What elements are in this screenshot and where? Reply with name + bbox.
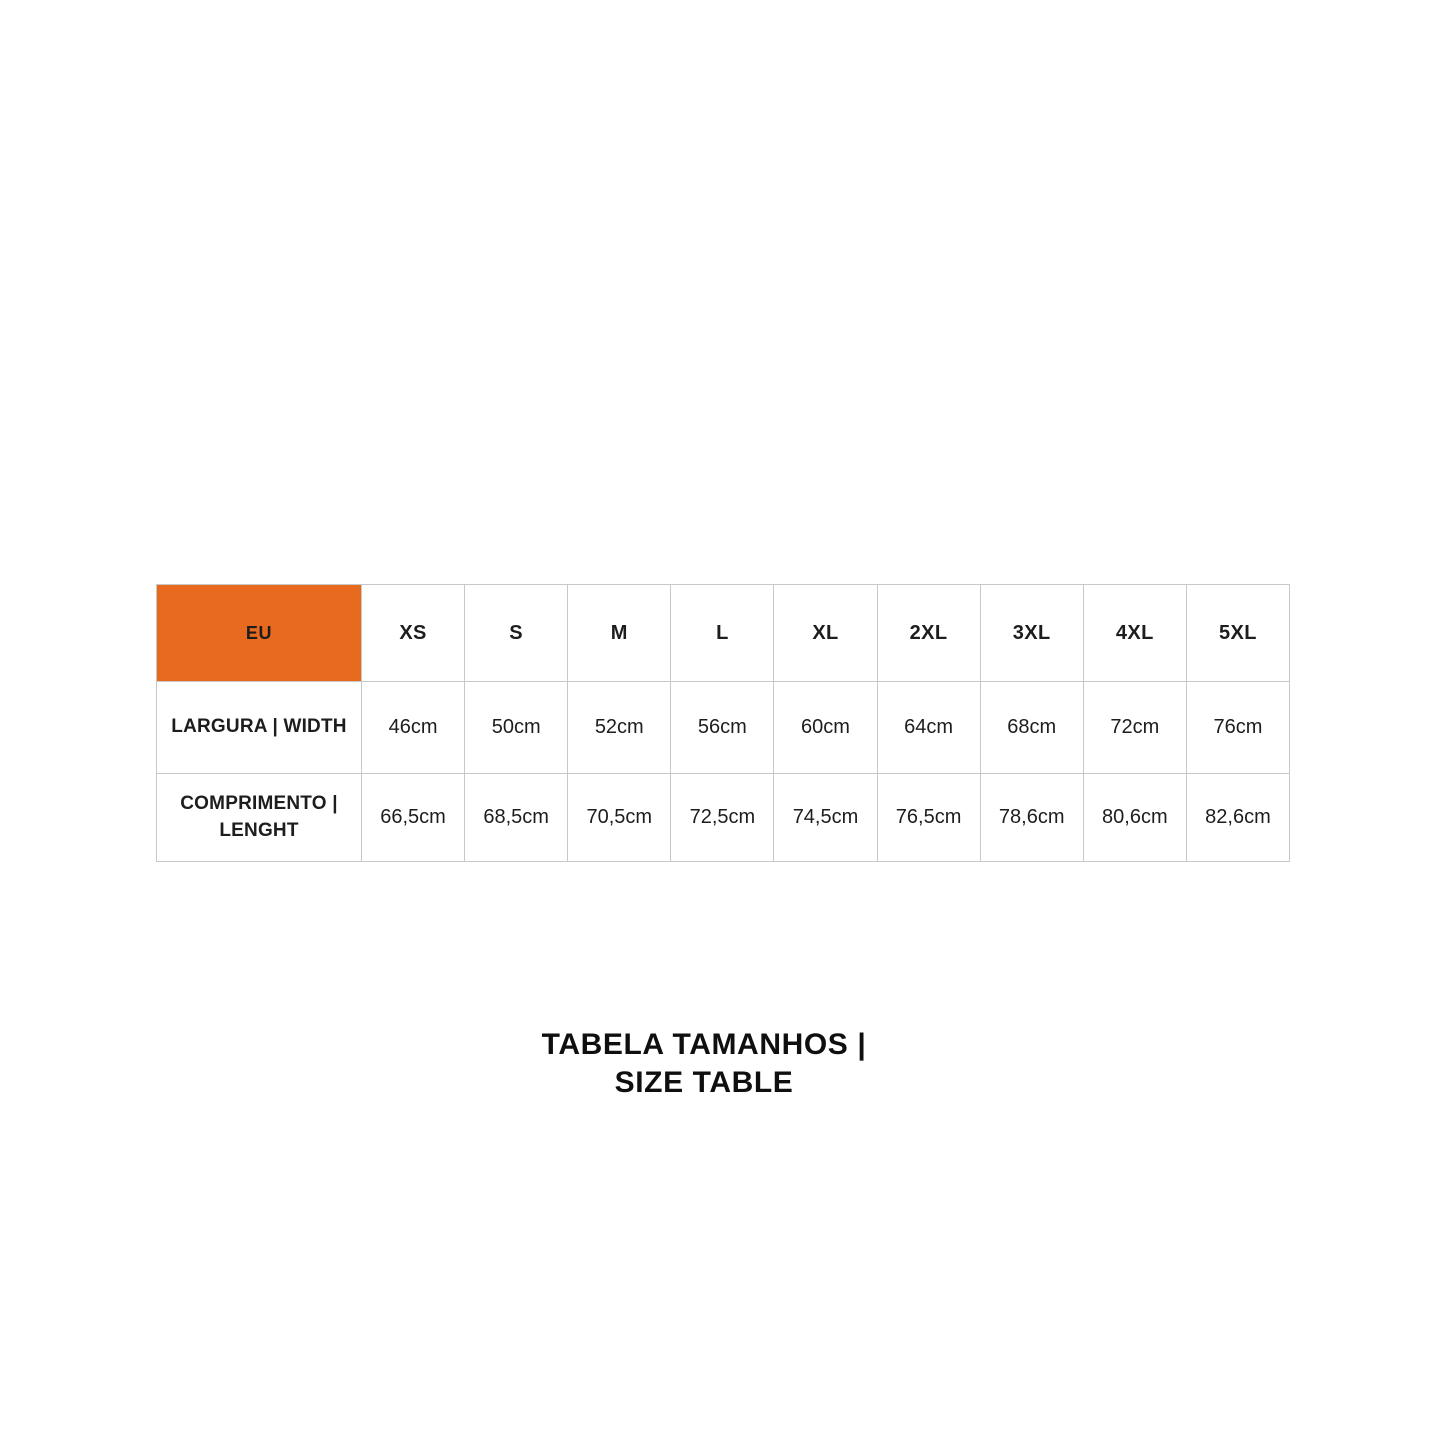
length-value-xs: 66,5cm [362, 774, 465, 862]
width-value-l: 56cm [671, 682, 774, 774]
size-header-xl: XL [774, 585, 877, 682]
length-row-label: COMPRIMENTO | LENGHT [157, 774, 362, 862]
length-value-m: 70,5cm [568, 774, 671, 862]
size-header-2xl: 2XL [877, 585, 980, 682]
size-table-header-row [157, 585, 1290, 682]
width-value-4xl: 72cm [1083, 682, 1186, 774]
length-value-5xl: 82,6cm [1186, 774, 1289, 862]
size-header-3xl: 3XL [980, 585, 1083, 682]
length-value-3xl: 78,6cm [980, 774, 1083, 862]
length-value-2xl: 76,5cm [877, 774, 980, 862]
length-value-l: 72,5cm [671, 774, 774, 862]
width-row-label: LARGURA | WIDTH [157, 682, 362, 774]
width-value-xl: 60cm [774, 682, 877, 774]
title-line-2: SIZE TABLE [614, 1066, 794, 1099]
width-value-xs: 46cm [362, 682, 465, 774]
width-row [157, 682, 1290, 774]
size-header-l: L [671, 585, 774, 682]
length-value-4xl: 80,6cm [1083, 774, 1186, 862]
width-value-s: 50cm [465, 682, 568, 774]
length-value-xl: 74,5cm [774, 774, 877, 862]
eu-header-cell: EU [157, 585, 362, 682]
length-row [157, 774, 1290, 862]
size-table-title [542, 1026, 867, 1102]
size-header-4xl: 4XL [1083, 585, 1186, 682]
width-value-5xl: 76cm [1186, 682, 1289, 774]
size-header-5xl: 5XL [1186, 585, 1289, 682]
width-value-2xl: 64cm [877, 682, 980, 774]
size-header-s: S [465, 585, 568, 682]
size-header-m: M [568, 585, 671, 682]
size-header-xs: XS [362, 585, 465, 682]
size-table [156, 584, 1290, 862]
width-value-m: 52cm [568, 682, 671, 774]
length-value-s: 68,5cm [465, 774, 568, 862]
width-value-3xl: 68cm [980, 682, 1083, 774]
title-line-1: TABELA TAMANHOS | [541, 1028, 867, 1061]
